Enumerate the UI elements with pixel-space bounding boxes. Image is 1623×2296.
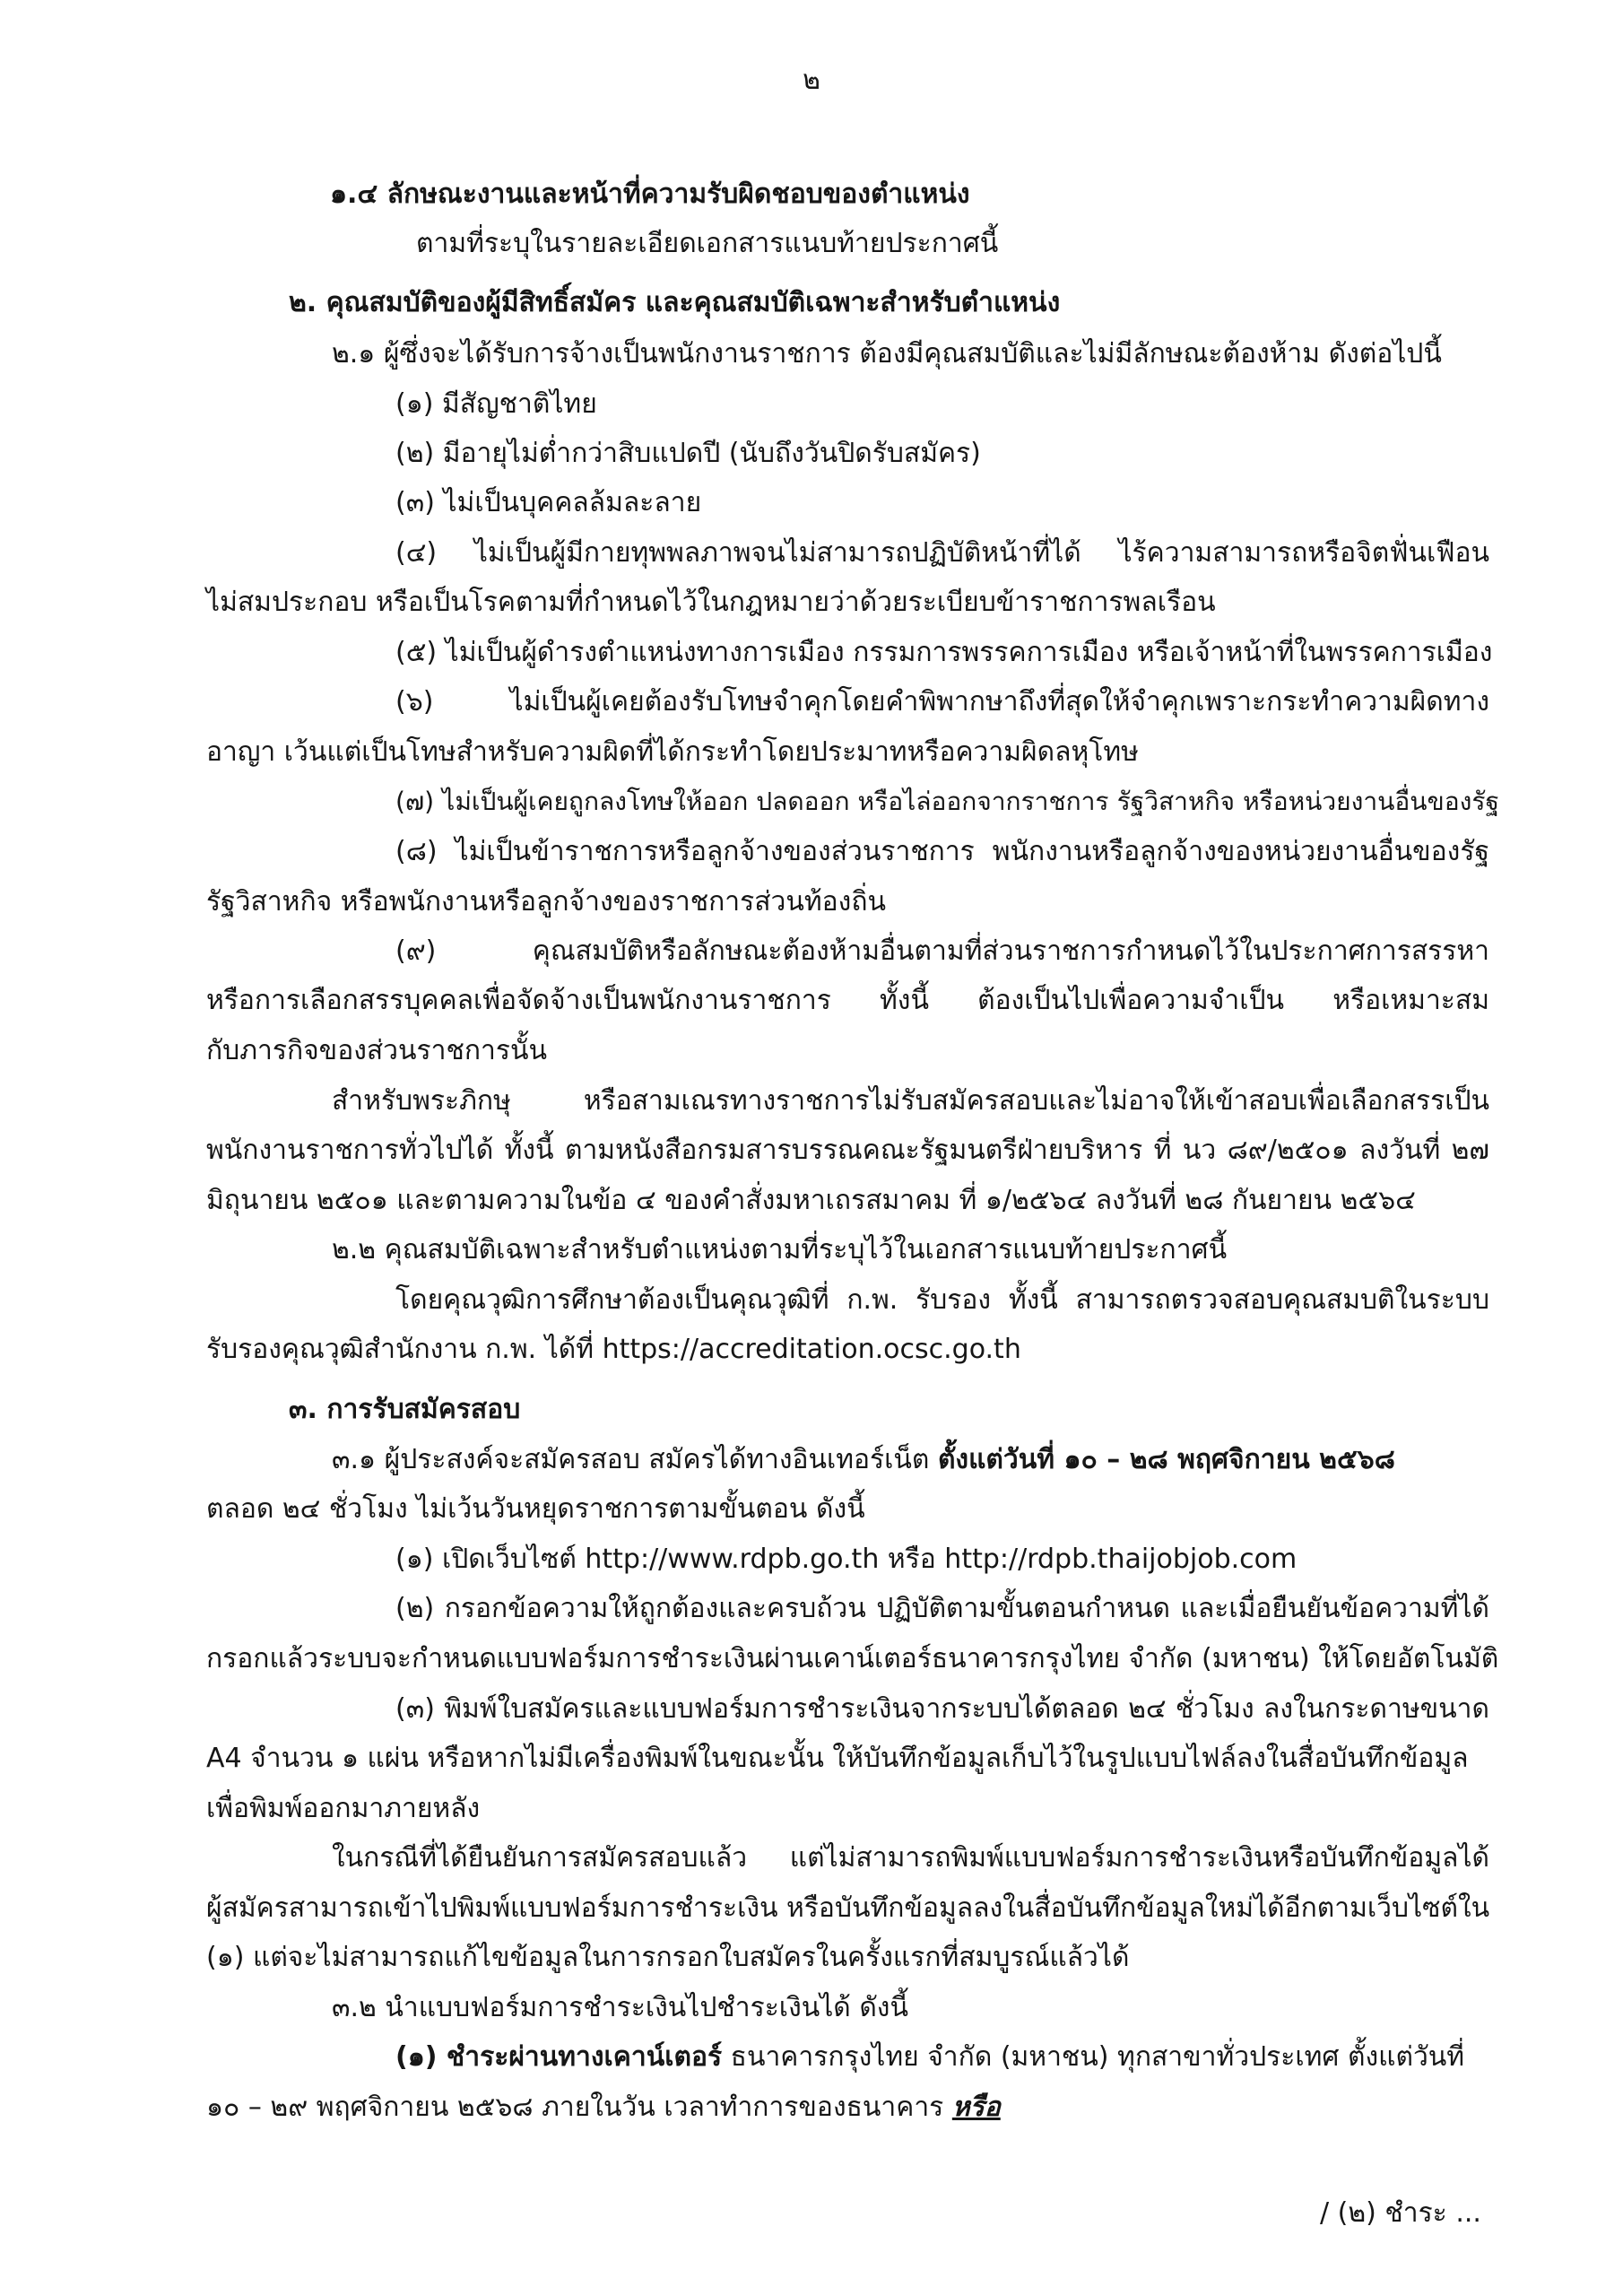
monk-note-line3: มิถุนายน ๒๕๐๑ และตามความในข้อ ๔ ของคำสั่งมหาเถรสมาคม ที่ ๑/๒๕๖๔ ลงวันที่ ๒๘ กันยายน ๒๕๖๔ (206, 1185, 1416, 1216)
section-2-2: ๒.๒ คุณสมบัติเฉพาะสำหรับตำแหน่งตามที่ระบุไว้ในเอกสารแนบท้ายประกาศนี้ (332, 1234, 1228, 1265)
confirm-note-line1: ในกรณีที่ได้ยืนยันการสมัครสอบแล้ว แต่ไม่สามารถพิมพ์แบบฟอร์มการชำระเงินหรือบันทึกข้อมูลได้ (332, 1842, 1489, 1874)
qual-item-6-line1: (๖) ไม่เป็นผู้เคยต้องรับโทษจำคุกโดยคำพิพากษาถึงที่สุดให้จำคุกเพราะกระทำความผิดทาง (395, 686, 1489, 718)
section-2-1-intro: ๒.๑ ผู้ซึ่งจะได้รับการจ้างเป็นพนักงานราชการ ต้องมีคุณสมบัติและไม่มีลักษณะต้องห้าม ดังต่อไปนี้ (332, 338, 1442, 370)
section-3-heading: ๓. การรับสมัครสอบ (289, 1394, 521, 1425)
step-3-line2: A4 จำนวน ๑ แผ่น หรือหากไม่มีเครื่องพิมพ์ในขณะนั้น ให้บันทึกข้อมูลเก็บไว้ในรูปแบบไฟล์ลงในสื่อบันทึกข้อมูล (206, 1743, 1469, 1774)
qual-item-3: (๓) ไม่เป็นบุคคลล้มละลาย (395, 487, 702, 518)
qual-item-2: (๒) มีอายุไม่ต่ำกว่าสิบแปดปี (นับถึงวันปิดรับสมัคร) (395, 438, 981, 469)
qual-item-9-line1: (๙) คุณสมบัติหรือลักษณะต้องห้ามอื่นตามที่ส่วนราชการกำหนดไว้ในประกาศการสรรหา (395, 935, 1489, 967)
monk-note-line1: สำหรับพระภิกษุ หรือสามเณรทางราชการไม่รับสมัครสอบและไม่อาจให้เข้าสอบเพื่อเลือกสรรเป็น (332, 1085, 1489, 1117)
section-3-1-line2: ตลอด ๒๔ ชั่วโมง ไม่เว้นวันหยุดราชการตามขั้นตอน ดังนี้ (206, 1493, 865, 1525)
payment-1-line1 (395, 2032, 1464, 2083)
qual-item-9-line2: หรือการเลือกสรรบุคคลเพื่อจัดจ้างเป็นพนักงานราชการ ทั้งนี้ ต้องเป็นไปเพื่อความจำเป็น หรือเหมาะสม (206, 985, 1489, 1016)
payment-or: หรือ (951, 2092, 1001, 2123)
page-number: ๒ (803, 65, 820, 96)
confirm-note-line2: ผู้สมัครสามารถเข้าไปพิมพ์แบบฟอร์มการชำระเงิน หรือบันทึกข้อมูลลงในสื่อบันทึกข้อมูลใหม่ได้อีกตามเว็บไซต์ใน (206, 1892, 1490, 1924)
qual-item-1: (๑) มีสัญชาติไทย (395, 388, 597, 420)
section-2-2-line2: รับรองคุณวุฒิสำนักงาน ก.พ. ได้ที่ https://accreditation.ocsc.go.th (206, 1334, 1021, 1365)
step-1-website: (๑) เปิดเว็บไซต์ http://www.rdpb.go.th หรือ http://rdpb.thaijobjob.com (395, 1544, 1298, 1575)
confirm-note-line3: (๑) แต่จะไม่สามารถแก้ไขข้อมูลในการกรอกใบสมัครในครั้งแรกที่สมบูรณ์แล้วได้ (206, 1942, 1130, 1973)
qual-item-5: (๕) ไม่เป็นผู้ดำรงตำแหน่งทางการเมือง กรรมการพรรคการเมือง หรือเจ้าหน้าที่ในพรรคการเมือง (395, 637, 1493, 668)
step-3-line1: (๓) พิมพ์ใบสมัครและแบบฟอร์มการชำระเงินจากระบบได้ตลอด ๒๔ ชั่วโมง ลงในกระดาษขนาด (395, 1693, 1489, 1725)
application-period: ตั้งแต่วันที่ ๑๐ – ๒๘ พฤศจิกายน ๒๕๖๘ (937, 1444, 1395, 1475)
payment-1-detail: ธนาคารกรุงไทย จำกัด (มหาชน) ทุกสาขาทั่วประเทศ ตั้งแต่วันที่ (722, 2041, 1465, 2073)
section-3-2: ๓.๒ นำแบบฟอร์มการชำระเงินไปชำระเงินได้ ดังนี้ (332, 1992, 908, 2023)
section-3-1-line1 (332, 1435, 1395, 1485)
continuation-note: / (๒) ชำระ ... (1320, 2197, 1481, 2229)
payment-1-line2 (206, 2083, 1001, 2133)
payment-1-period: ๑๐ – ๒๙ พฤศจิกายน ๒๕๖๘ ภายในวัน เวลาทำการของธนาคาร (206, 2092, 952, 2123)
section-2-2-line1: โดยคุณวุฒิการศึกษาต้องเป็นคุณวุฒิที่ ก.พ. รับรอง ทั้งนี้ สามารถตรวจสอบคุณสมบติในระบบ (395, 1284, 1489, 1316)
payment-1-title: (๑) ชำระผ่านทางเคาน์เตอร์ (395, 2041, 723, 2073)
monk-note-line2: พนักงานราชการทั่วไปได้ ทั้งนี้ ตามหนังสือกรมสารบรรณคณะรัฐมนตรีฝ่ายบริหาร ที่ นว ๘๙/๒๕๐๑ ลงวันที่ ๒๗ (206, 1135, 1489, 1166)
qual-item-9-line3: กับภารกิจของส่วนราชการนั้น (206, 1035, 547, 1066)
qual-item-4-line2: ไม่สมประกอบ หรือเป็นโรคตามที่กำหนดไว้ในกฎหมายว่าด้วยระเบียบข้าราชการพลเรือน (206, 587, 1216, 618)
qual-item-4-line1: (๔) ไม่เป็นผู้มีกายทุพพลภาพจนไม่สามารถปฏิบัติหน้าที่ได้ ไร้ความสามารถหรือจิตฟั่นเฟือน (395, 537, 1489, 569)
section-1-4-heading: ๑.๔ ลักษณะงานและหน้าที่ความรับผิดชอบของตำแหน่ง (330, 178, 970, 210)
section-3-1-lead: ๓.๑ ผู้ประสงค์จะสมัครสอบ สมัครได้ทางอินเทอร์เน็ต (332, 1444, 938, 1475)
qual-item-7: (๗) ไม่เป็นผู้เคยถูกลงโทษให้ออก ปลดออก หรือไล่ออกจากราชการ รัฐวิสาหกิจ หรือหน่วยงานอื่นของรัฐ (395, 787, 1499, 816)
step-2-line2: กรอกแล้วระบบจะกำหนดแบบฟอร์มการชำระเงินผ่านเคาน์เตอร์ธนาคารกรุงไทย จำกัด (มหาชน) ให้โดยอัตโนมัติ (206, 1643, 1499, 1674)
qual-item-6-line2: อาญา เว้นแต่เป็นโทษสำหรับความผิดที่ได้กระทำโดยประมาทหรือความผิดลหุโทษ (206, 736, 1139, 768)
step-2-line1: (๒) กรอกข้อความให้ถูกต้องและครบถ้วน ปฏิบัติตามขั้นตอนกำหนด และเมื่อยืนยันข้อความที่ได้ (395, 1593, 1489, 1624)
qual-item-8-line2: รัฐวิสาหกิจ หรือพนักงานหรือลูกจ้างของราชการส่วนท้องถิ่น (206, 886, 886, 918)
section-2-heading: ๒. คุณสมบัติของผู้มีสิทธิ์สมัคร และคุณสมบัติเฉพาะสำหรับตำแหน่ง (289, 287, 1061, 318)
qual-item-8-line1: (๘) ไม่เป็นข้าราชการหรือลูกจ้างของส่วนราชการ พนักงานหรือลูกจ้างของหน่วยงานอื่นของรัฐ (395, 836, 1489, 867)
section-1-4-text: ตามที่ระบุในรายละเอียดเอกสารแนบท้ายประกาศนี้ (416, 228, 999, 259)
step-3-line3: เพื่อพิมพ์ออกมาภายหลัง (206, 1793, 481, 1824)
